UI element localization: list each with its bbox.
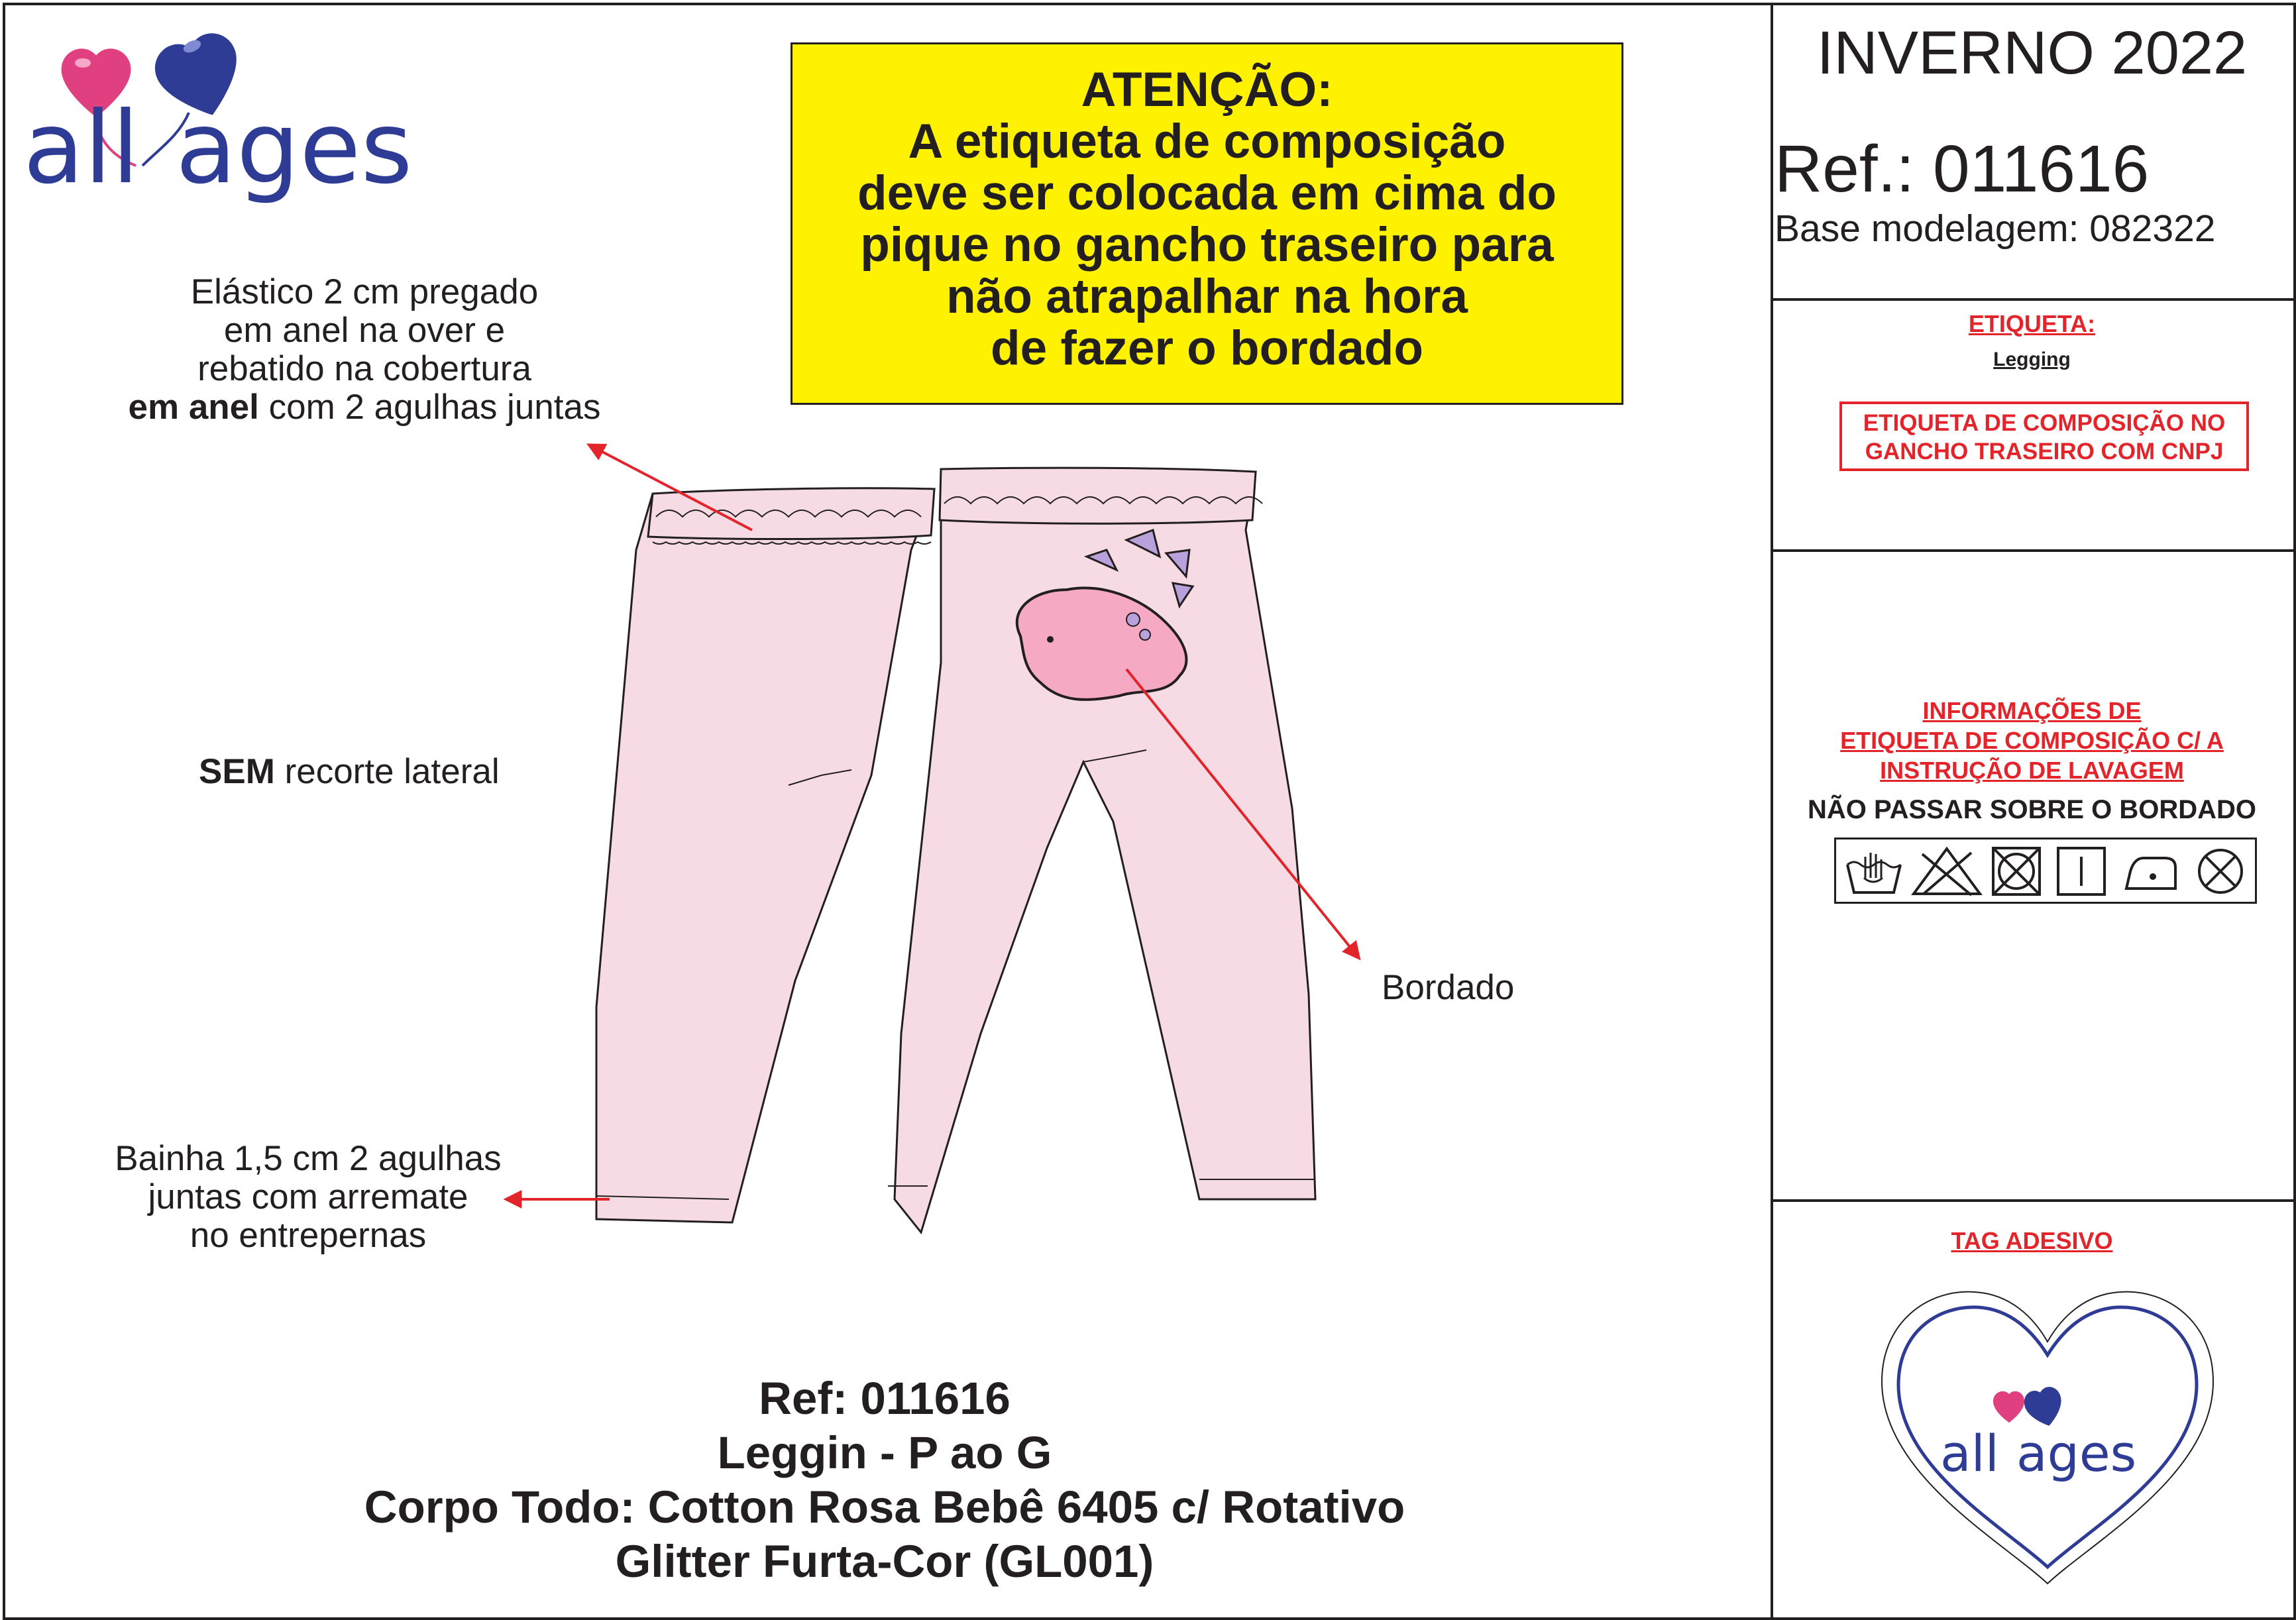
svg-text:all: all	[1940, 1424, 1999, 1483]
elastic-note-line: em anel na over e	[223, 311, 506, 350]
panel-divider-3	[1771, 1199, 2293, 1202]
panel-divider-2	[1771, 549, 2293, 552]
elastic-note-line: rebatido na cobertura	[197, 349, 531, 388]
hem-note-line: no entrepernas	[190, 1216, 427, 1255]
info-line: INSTRUÇÃO DE LAVAGEM	[1880, 757, 2184, 784]
panel-ref: Ref.: 011616	[1775, 132, 2150, 206]
no-iron-embroidery-note: NÃO PASSAR SOBRE O BORDADO	[1807, 795, 2257, 824]
svg-text:all: all	[23, 91, 140, 206]
warning-line: pique no gancho traseiro para	[860, 218, 1554, 272]
svg-text:ages: ages	[2016, 1424, 2137, 1483]
product-ref: Ref: 011616	[759, 1373, 1011, 1424]
no-bleach-icon	[1910, 845, 1983, 898]
svg-text:ages: ages	[176, 91, 413, 206]
composition-label-line: ETIQUETA DE COMPOSIÇÃO NO	[1863, 410, 2226, 436]
warning-line: de fazer o bordado	[990, 321, 1423, 375]
line-dry-icon	[2055, 845, 2108, 898]
elastic-note-bold: em anel	[128, 388, 259, 427]
embroidery-note: Bordado	[1382, 968, 1515, 1007]
care-symbols	[1834, 837, 2257, 904]
elastic-note-line: Elástico 2 cm pregado	[190, 272, 539, 311]
warning-line: não atrapalhar na hora	[946, 270, 1468, 323]
iron-low-icon	[2121, 845, 2181, 898]
label-subtitle: Legging	[1993, 349, 2071, 370]
season-title: INVERNO 2022	[1816, 19, 2248, 87]
composition-label-line: GANCHO TRASEIRO COM CNPJ	[1865, 439, 2224, 464]
product-name: Leggin - P ao G	[717, 1427, 1052, 1478]
info-line: ETIQUETA DE COMPOSIÇÃO C/ A	[1840, 727, 2224, 754]
label-title: ETIQUETA:	[1968, 310, 2096, 337]
hand-wash-icon	[1844, 845, 1904, 898]
product-fabric-cont: Glitter Furta-Cor (GL001)	[615, 1536, 1154, 1587]
warning-line: A etiqueta de composição	[908, 115, 1506, 168]
tag-title: TAG ADESIVO	[1951, 1227, 2113, 1254]
hem-note-line: Bainha 1,5 cm 2 agulhas	[115, 1139, 502, 1178]
no-dry-clean-icon	[2194, 845, 2247, 898]
warning-line: deve ser colocada em cima do	[857, 166, 1557, 220]
panel-divider-1	[1771, 298, 2293, 301]
side-seam-bold: SEM	[199, 752, 275, 791]
elastic-note-rest: com 2 agulhas juntas	[258, 388, 601, 427]
legging-front-view	[888, 468, 1315, 1232]
legging-back-view	[596, 488, 934, 1222]
no-tumble-dry-icon	[1990, 845, 2043, 898]
heart-tag	[1869, 1282, 2226, 1593]
info-line: INFORMAÇÕES DE	[1922, 697, 2142, 724]
hem-note-line: juntas com arremate	[148, 1177, 468, 1216]
warning-line: ATENÇÃO:	[1081, 63, 1333, 117]
composition-label-box	[1839, 402, 2249, 471]
side-seam-rest: recorte lateral	[274, 752, 500, 791]
panel-base: Base modelagem: 082322	[1775, 207, 2216, 250]
product-fabric: Corpo Todo: Cotton Rosa Bebê 6405 c/ Rotativo	[364, 1482, 1405, 1533]
